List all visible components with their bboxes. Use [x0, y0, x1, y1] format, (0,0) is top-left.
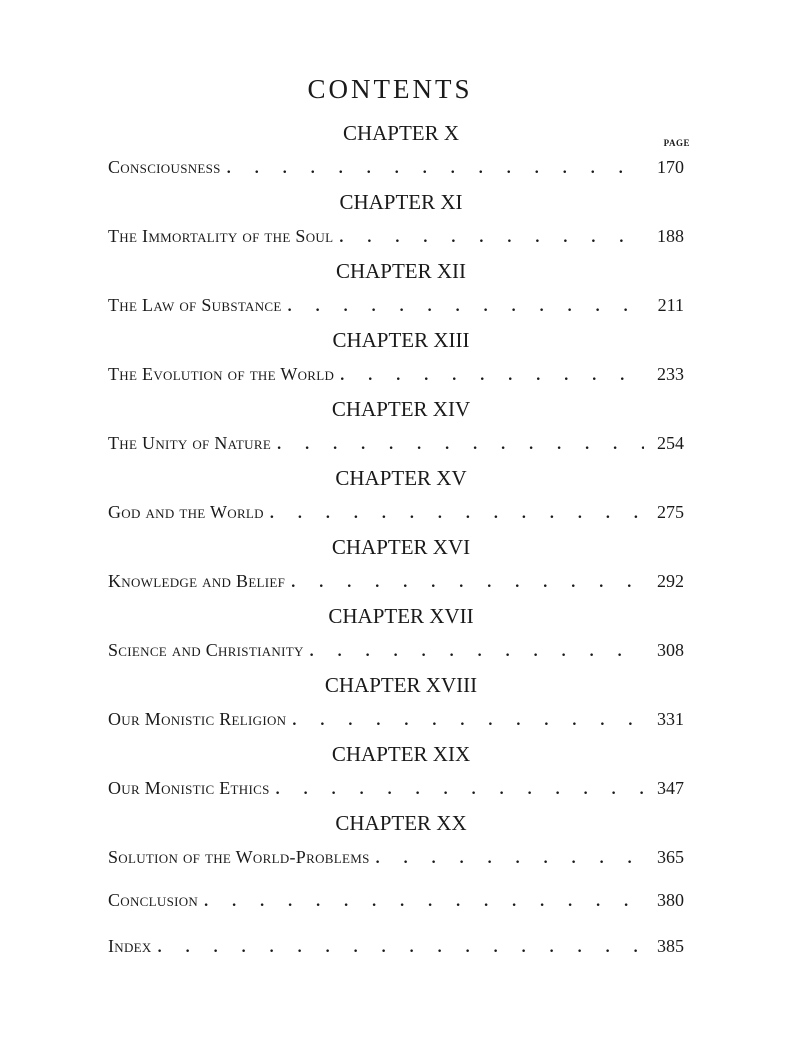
toc-list	[108, 118, 684, 969]
page-number: 347	[657, 778, 684, 798]
dot-leader	[292, 701, 644, 740]
entry-title: The Evolution of the World	[108, 364, 335, 384]
entry-title: The Law of Substance	[108, 295, 282, 315]
entry-title: Knowledge and Belief	[108, 571, 286, 591]
dot-leader	[227, 149, 644, 188]
toc-entry	[108, 355, 684, 394]
page-number: 385	[657, 936, 684, 956]
toc-entry	[108, 923, 684, 969]
dot-leader	[288, 287, 644, 326]
dot-leader	[310, 632, 644, 671]
entry-title: Science and Christianity	[108, 640, 304, 660]
dot-leader	[291, 563, 644, 602]
page-column-label: PAGE	[663, 138, 690, 148]
toc-chapter	[108, 325, 684, 394]
page-number: 308	[657, 640, 684, 660]
dot-leader	[376, 839, 644, 878]
entry-title: The Immortality of the Soul	[108, 226, 334, 246]
chapter-heading: CHAPTER XVIII	[324, 673, 478, 697]
page-number: 233	[657, 364, 684, 384]
dot-leader	[270, 494, 644, 533]
toc-entry	[108, 769, 684, 808]
entry-title: Index	[108, 936, 152, 956]
chapter-heading: CHAPTER XVI	[331, 535, 471, 559]
toc-chapter	[108, 118, 684, 187]
toc-index	[108, 923, 684, 969]
toc-entry	[108, 562, 684, 601]
entry-title: Consciousness	[108, 157, 221, 177]
toc-entry	[108, 148, 684, 187]
page-number: 211	[657, 295, 684, 315]
toc-chapter	[108, 670, 684, 739]
toc-chapter	[108, 463, 684, 532]
toc-entry	[108, 838, 684, 877]
dot-leader	[340, 356, 644, 395]
toc-entry	[108, 217, 684, 256]
toc-chapter	[108, 739, 684, 808]
chapter-heading: CHAPTER XIX	[331, 742, 471, 766]
dot-leader	[277, 425, 644, 464]
toc-entry	[108, 700, 684, 739]
chapter-heading: CHAPTER XIII	[332, 328, 470, 352]
dot-leader	[204, 879, 644, 925]
toc-chapter	[108, 601, 684, 670]
toc-chapter	[108, 808, 684, 877]
toc-conclusion	[108, 877, 684, 923]
chapter-heading: CHAPTER XV	[335, 466, 467, 490]
toc-entry	[108, 631, 684, 670]
entry-title: Our Monistic Religion	[108, 709, 287, 729]
page-title: CONTENTS	[307, 74, 473, 104]
toc-entry	[108, 424, 684, 463]
chapter-heading: CHAPTER XVII	[328, 604, 474, 628]
page-number: 275	[657, 502, 684, 522]
toc-chapter	[108, 394, 684, 463]
page-number: 365	[657, 847, 684, 867]
dot-leader	[276, 770, 644, 809]
entry-title: Solution of the World-Problems	[108, 847, 370, 867]
page-number: 292	[657, 571, 684, 591]
dot-leader	[339, 218, 644, 257]
toc-chapter	[108, 256, 684, 325]
page-number: 170	[657, 157, 684, 177]
dot-leader	[158, 925, 644, 971]
chapter-heading: CHAPTER XX	[335, 811, 467, 835]
toc-entry	[108, 286, 684, 325]
page-number: 188	[657, 226, 684, 246]
chapter-heading: CHAPTER XII	[335, 259, 467, 283]
toc-entry	[108, 493, 684, 532]
page-number: 380	[657, 890, 684, 910]
page-number: 254	[657, 433, 684, 453]
toc-chapter	[108, 532, 684, 601]
entry-title: Conclusion	[108, 890, 199, 910]
page-number: 331	[657, 709, 684, 729]
entry-title: Our Monistic Ethics	[108, 778, 270, 798]
chapter-heading: CHAPTER X	[342, 121, 460, 145]
chapter-heading: CHAPTER XI	[339, 190, 463, 214]
entry-title: The Unity of Nature	[108, 433, 272, 453]
toc-chapter	[108, 187, 684, 256]
entry-title: God and the World	[108, 502, 264, 522]
toc-entry	[108, 877, 684, 923]
chapter-heading: CHAPTER XIV	[331, 397, 471, 421]
